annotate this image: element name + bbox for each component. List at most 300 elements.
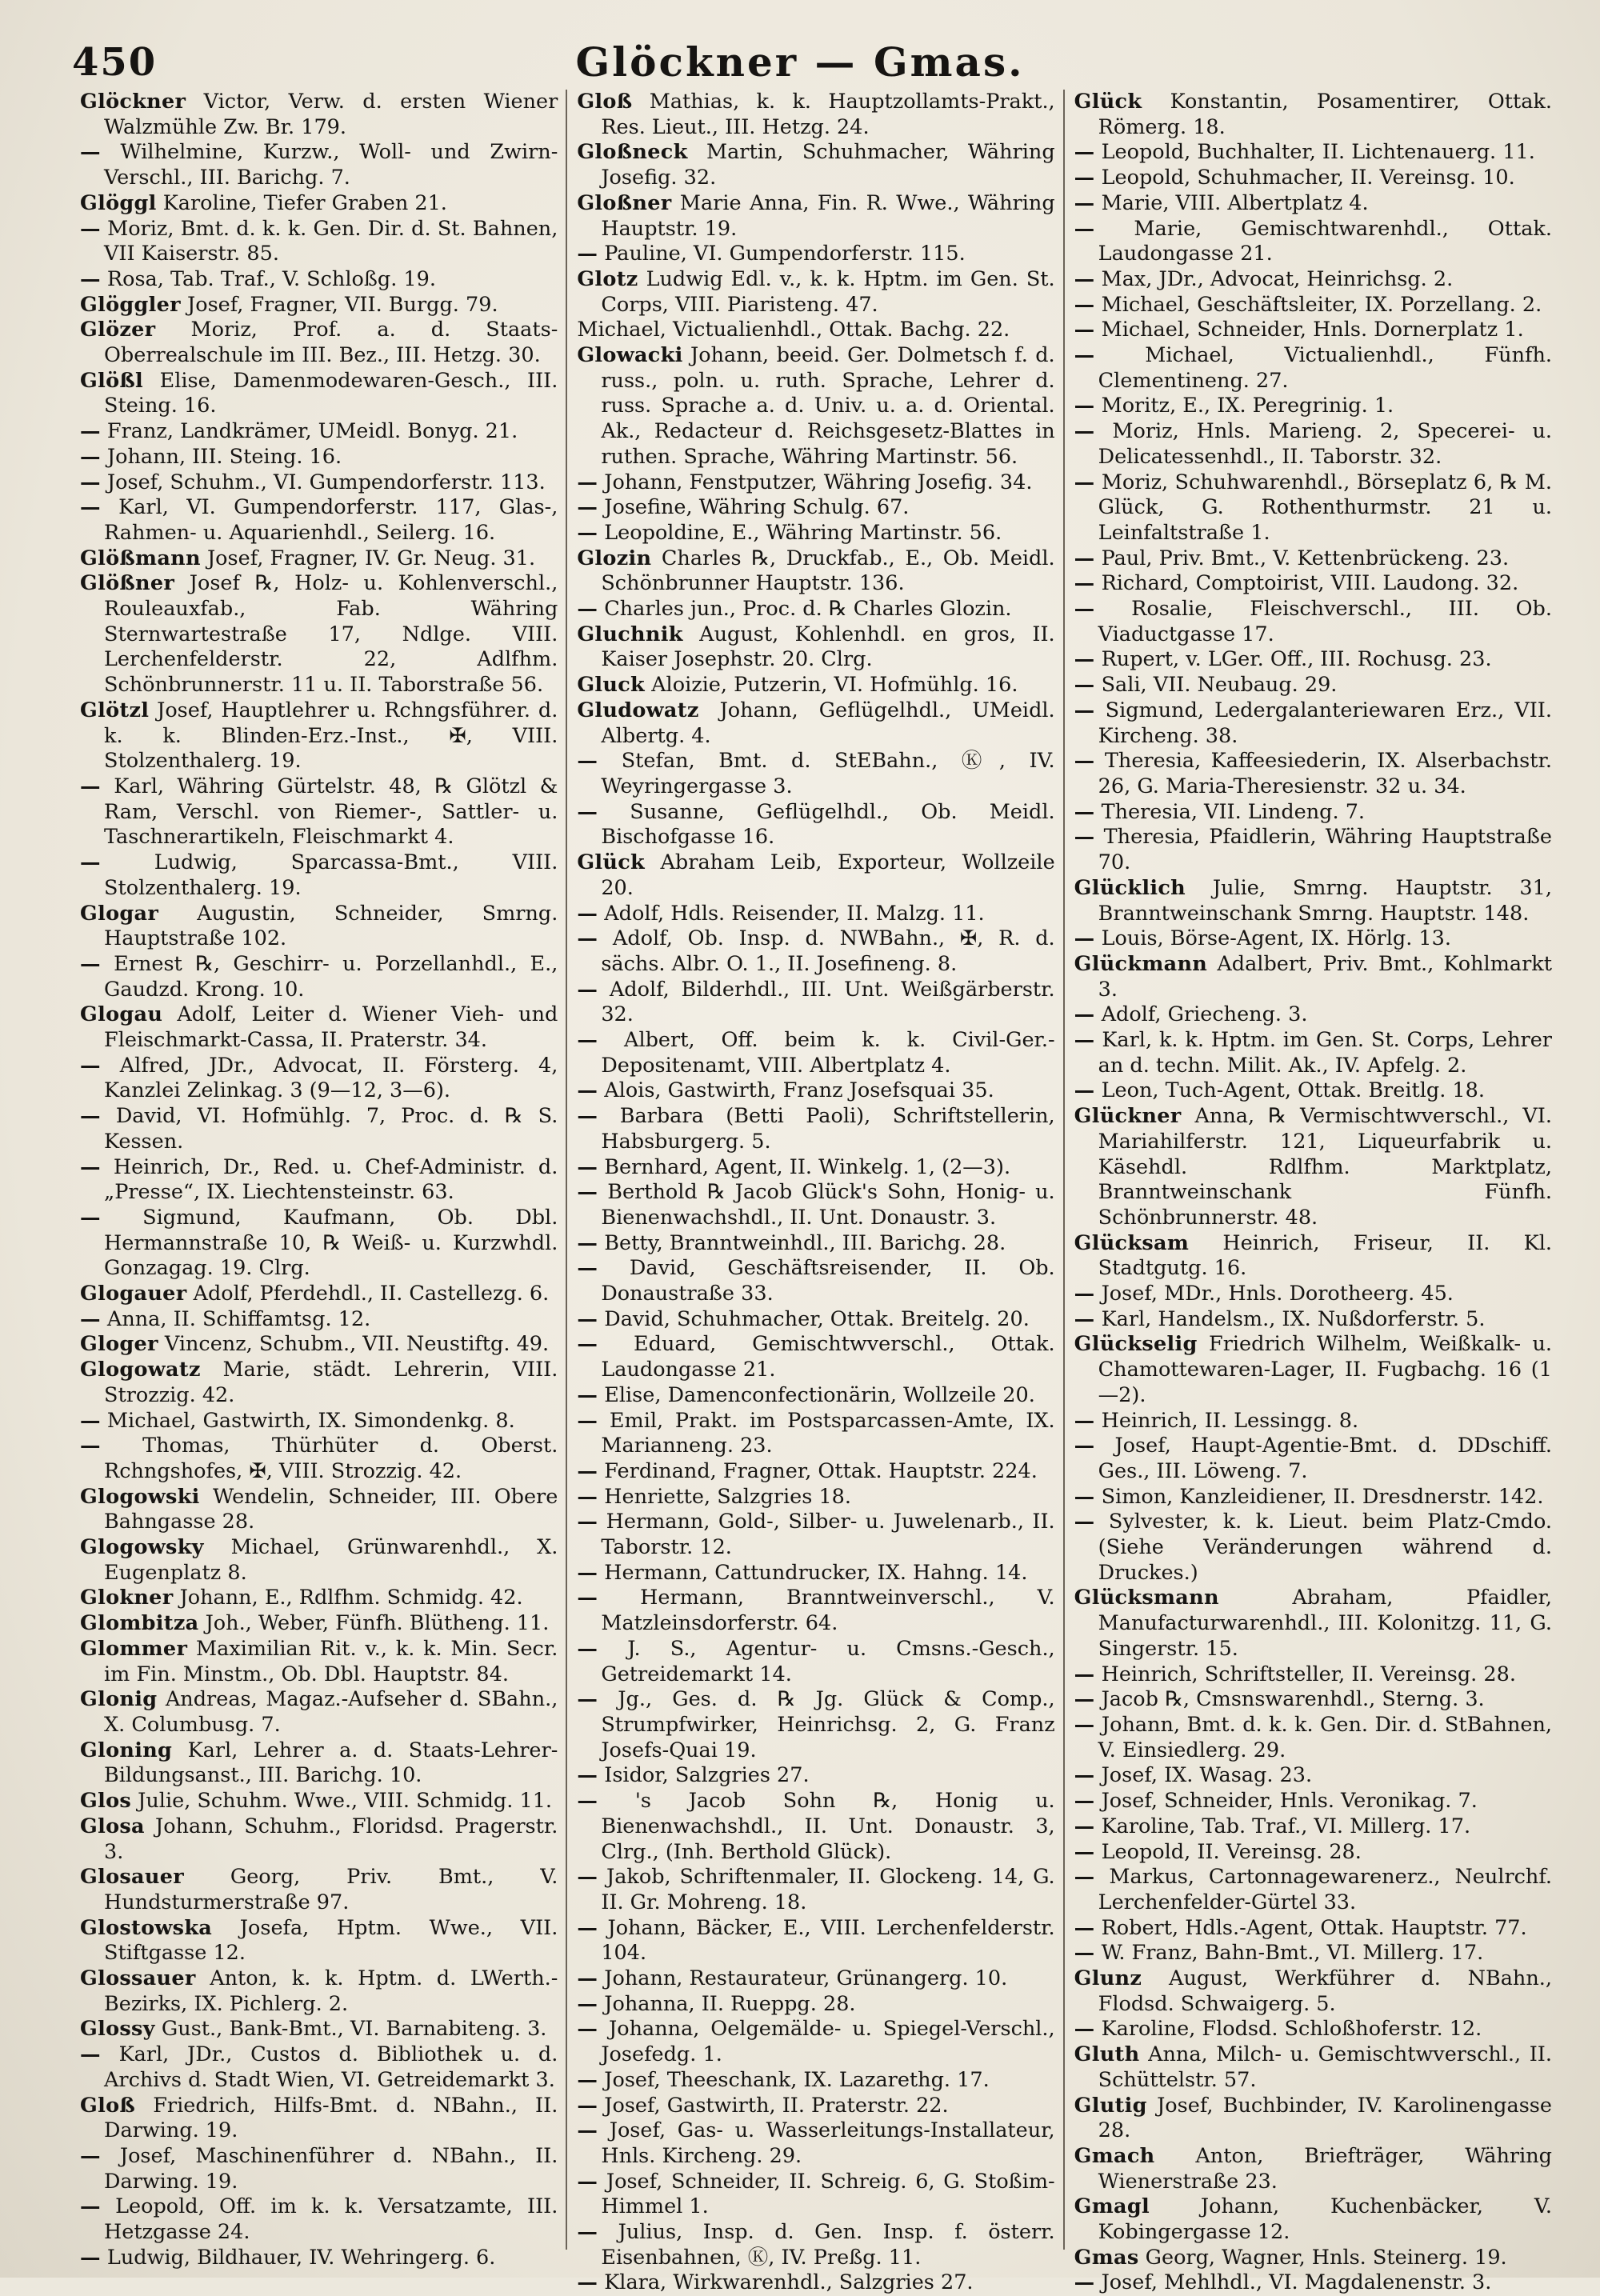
entry-details: Michael, Grünwarenhdl., X. Eugenplatz 8. [104, 1535, 558, 1585]
entry-details: Pauline, VI. Gumpendorferstr. 115. [604, 242, 966, 266]
page-number: 450 [72, 40, 158, 85]
directory-entry [1074, 2194, 1552, 2245]
entry-details: Wilhelmine, Kurzw., Woll- und Zwirn-Verschl., III. Barichg. 7. [104, 140, 558, 190]
entry-details: Johann, Kuchenbäcker, V. Kobingergasse 12. [1098, 2194, 1552, 2245]
entry-surname: — [1074, 571, 1095, 596]
entry-surname: — [577, 1306, 598, 1331]
entry-surname: — [577, 2067, 598, 2092]
entry-surname: Glossy [80, 2017, 155, 2042]
entry-details: Andreas, Magaz.-Aufseher d. SBahn., X. Columbusg. 7. [104, 1687, 558, 1737]
entry-details: Abraham Leib, Exporteur, Wollzeile 20. [601, 850, 1055, 900]
entry-details: Susanne, Geflügelhdl., Ob. Meidl. Bischofgasse 16. [601, 799, 1055, 850]
entry-details: Thomas, Thürhüter d. Oberst. Rchngshofes, ✠, VIII. Strozzig. 42. [104, 1434, 558, 1483]
entry-surname: — [80, 2042, 101, 2067]
entry-details: Vincenz, Schubm., VII. Neustiftg. 49. [164, 1332, 550, 1357]
entry-details: Karl, JDr., Custos d. Bibliothek u. d. Archivs d. Stadt Wien, VI. Getreidemarkt 3. [104, 2042, 558, 2092]
entry-details: Anton, k. k. Hptm. d. LWerth.-Bezirks, IX. Pichlerg. 2. [104, 1966, 558, 2016]
directory-entry [1074, 1687, 1552, 1713]
entry-surname: Glonig [80, 1687, 158, 1712]
entry-details: David, Geschäftsreisender, II. Ob. Donaustraße 33. [601, 1256, 1055, 1306]
directory-entry [1074, 876, 1552, 926]
entry-surname: Glöggl [80, 190, 157, 215]
directory-entry [577, 343, 1054, 470]
directory-entry [80, 90, 558, 140]
entry-surname: — [1074, 1941, 1095, 1966]
entry-details: Josef, Haupt-Agentie-Bmt. d. DDschiff. Ges., III. Löweng. 7. [1098, 1434, 1552, 1483]
entry-surname: Gluth [1074, 2042, 1140, 2067]
directory-entry [80, 495, 558, 546]
entry-details: Simon, Kanzleidiener, II. Dresdnerstr. 142. [1101, 1484, 1544, 1509]
entry-surname: — [1074, 216, 1095, 241]
directory-entry [1074, 2017, 1552, 2042]
directory-entry [1074, 1434, 1552, 1484]
entry-surname: — [1074, 1662, 1095, 1686]
entry-details: J. S., Agentur- u. Cmsns.-Gesch., Getreidemarkt 14. [601, 1636, 1055, 1686]
entry-details: Mathias, k. k. Hauptzollamts-Prakt., Res. Lieut., III. Hetzg. 24. [601, 90, 1055, 139]
directory-entry [80, 267, 558, 293]
entry-surname: Glostowska [80, 1915, 213, 1940]
directory-entry [80, 1206, 558, 1282]
directory-entry [577, 1256, 1054, 1306]
entry-surname: — [1074, 318, 1095, 342]
entry-details: Theresia, Kaffeesiederin, IX. Alserbachstr. 26, G. Maria-Theresienstr. 32 u. 34. [1098, 749, 1552, 798]
entry-details: Aloizie, Putzerin, VI. Hofmühlg. 16. [651, 673, 1018, 698]
entry-surname: — [577, 2169, 598, 2194]
entry-details: Josefa, Hptm. Wwe., VII. Stiftgasse 12. [104, 1915, 558, 1966]
entry-details: Albert, Off. beim k. k. Civil-Ger.-Depositenamt, VIII. Albertplatz 4. [601, 1028, 1055, 1078]
entry-details: Robert, Hdls.-Agent, Ottak. Hauptstr. 77. [1101, 1915, 1527, 1940]
entry-details: Wendelin, Schneider, III. Obere Bahngasse 28. [104, 1484, 558, 1534]
entry-surname: — [577, 1104, 598, 1129]
entry-details: Ernest ℞, Geschirr- u. Porzellanhdl., E., Gaudzd. Krong. 10. [104, 951, 558, 1002]
entry-details: Karl, k. k. Hptm. im Gen. St. Corps, Lehrer an d. techn. Milit. Ak., IV. Apfelg. 2. [1098, 1028, 1552, 1078]
directory-entry [80, 850, 558, 901]
column-2 [566, 90, 1055, 2295]
directory-entry [577, 622, 1054, 673]
entry-surname: Glosa [80, 1814, 145, 1838]
entry-details: Victor, Verw. d. ersten Wiener Walzmühle Zw. Br. 179. [104, 90, 558, 139]
entry-details: David, VI. Hofmühlg. 7, Proc. d. ℞ S. Kessen. [104, 1104, 558, 1154]
directory-entry [80, 217, 558, 267]
entry-surname: — [1074, 1763, 1095, 1788]
directory-entry [80, 1409, 558, 1434]
entry-details: Rosalie, Fleischverschl., III. Ob. Viaductgasse 17. [1098, 597, 1552, 646]
directory-entry [1074, 1789, 1552, 1814]
entry-surname: Gloger [80, 1332, 158, 1357]
entry-details: Johann, beeid. Ger. Dolmetsch f. d. russ., poln. u. ruth. Sprache, Lehrer d. russ. Sprache a. d. Univ. u. a. d. Oriental. Ak., Redacteur d. Reichsgesetz-Blattes in ruthen. Sprache, Währing Martinstr. 56. [601, 343, 1055, 469]
entry-surname: — [80, 470, 101, 494]
entry-surname: — [1074, 1865, 1095, 1890]
entry-details: Adolf, Griecheng. 3. [1101, 1002, 1308, 1027]
entry-surname: — [1074, 2017, 1095, 2042]
entry-details: Georg, Priv. Bmt., V. Hundsturmerstraße 97. [104, 1865, 558, 1914]
entry-details: Isidor, Salzgries 27. [604, 1763, 810, 1788]
entry-surname: Gloßneck [577, 140, 688, 165]
entry-surname: — [577, 1763, 598, 1788]
directory-entry [577, 470, 1054, 496]
entry-surname: — [1074, 597, 1095, 622]
entry-surname: — [577, 1028, 598, 1053]
entry-details: Martin, Schuhmacher, Währing Josefig. 32. [601, 140, 1055, 190]
column-3 [1063, 90, 1552, 2295]
entry-details: Johann, Bäcker, E., VIII. Lerchenfelderstr. 104. [601, 1915, 1055, 1966]
entry-surname: — [577, 1408, 598, 1433]
entry-details: Sigmund, Kaufmann, Ob. Dbl. Hermannstraße 10, ℞ Weiß- u. Kurzwhdl. Gonzagag. 19. Clrg. [104, 1205, 558, 1281]
entry-details: Augustin, Schneider, Smrng. Hauptstraße 102. [104, 901, 558, 951]
entry-details: Johann, III. Steing. 16. [106, 444, 342, 469]
entry-surname: — [1074, 343, 1095, 368]
entry-details: Rosa, Tab. Traf., V. Schloßg. 19. [106, 266, 436, 291]
entry-surname: — [577, 977, 598, 1002]
entry-details: Elise, Damenmodewaren-Gesch., III. Steing. 16. [104, 368, 558, 418]
directory-entry [1074, 698, 1552, 749]
directory-entry [80, 1307, 558, 1333]
entry-surname: — [1074, 647, 1095, 672]
entry-details: Hermann, Gold-, Silber- u. Juwelenarb., II. Taborstr. 12. [601, 1510, 1055, 1560]
directory-entry [577, 1992, 1054, 2018]
directory-entry [80, 1282, 558, 1307]
directory-entry [80, 698, 558, 774]
entry-surname: — [80, 1053, 101, 1078]
directory-entry [1074, 1485, 1552, 1510]
entry-details: Joh., Weber, Fünfh. Blütheng. 11. [205, 1611, 550, 1636]
directory-entry [80, 1637, 558, 1687]
directory-entry [1074, 2144, 1552, 2194]
entry-details: Theresia, Pfaidlerin, Währing Hauptstraße 70. [1098, 825, 1552, 875]
entry-surname: — [577, 1966, 598, 1991]
directory-entry [1074, 597, 1552, 647]
entry-details: Leopold, Off. im k. k. Versatzamte, III. Hetzgasse 24. [104, 2194, 558, 2245]
entry-surname: — [577, 1687, 598, 1712]
entry-surname: — [577, 242, 598, 266]
entry-surname: — [1074, 1002, 1095, 1027]
directory-entry [1074, 825, 1552, 875]
directory-entry [80, 1966, 558, 2017]
directory-entry [577, 521, 1054, 546]
entry-details: Moriz, Hnls. Marieng. 2, Specerei- u. Delicatessenhdl., II. Taborstr. 32. [1098, 419, 1552, 469]
entry-surname: — [80, 140, 101, 165]
entry-details: Michael, Geschäftsleiter, IX. Porzellang. 2. [1101, 292, 1542, 317]
directory-entry [80, 445, 558, 470]
entry-surname: Glöggler [80, 292, 181, 317]
entry-details: Leopold, II. Vereinsg. 28. [1101, 1839, 1362, 1864]
entry-details: Barbara (Betti Paoli), Schriftstellerin, Habsburgerg. 5. [601, 1104, 1055, 1154]
entry-details: Anna, II. Schiffamtsg. 12. [106, 1306, 371, 1331]
page-header [72, 32, 1528, 96]
entry-surname: — [577, 597, 598, 622]
directory-entry [80, 2042, 558, 2093]
entry-details: Karl, Währing Gürtelstr. 48, ℞ Glötzl & Ram, Verschl. von Riemer-, Sattler- u. Taschnerartikeln, Fleischmarkt 4. [104, 774, 558, 850]
entry-details: Josef, MDr., Hnls. Dorotheerg. 45. [1101, 1282, 1454, 1306]
entry-surname: — [577, 2017, 598, 2042]
entry-surname: — [1074, 673, 1095, 698]
directory-entry [80, 1002, 558, 1053]
entry-surname: — [577, 1586, 598, 1610]
entry-surname: Glombitza [80, 1611, 199, 1636]
entry-surname: Gluchnik [577, 622, 683, 646]
entry-details: Elise, Damenconfectionärin, Wollzeile 20. [604, 1382, 1035, 1407]
entry-details: Abraham, Pfaidler, Manufacturwarenhdl., III. Kolonitzg. 11, G. Singerstr. 15. [1098, 1586, 1552, 1661]
entry-details: Johann, E., Rdlfhm. Schmidg. 42. [179, 1586, 523, 1610]
directory-entry [577, 1586, 1054, 1636]
directory-entry [577, 1865, 1054, 1915]
entry-surname: — [577, 1382, 598, 1407]
entry-surname: — [80, 1104, 101, 1129]
entry-surname: Glücksam [1074, 1230, 1190, 1255]
directory-entry [80, 1535, 558, 1586]
entry-details: Karoline, Tab. Traf., VI. Millerg. 17. [1101, 1814, 1471, 1838]
entry-surname: Glößl [80, 368, 144, 393]
entry-surname: — [577, 749, 598, 774]
entry-surname: Glotz [577, 266, 638, 291]
entry-surname: — [80, 1434, 101, 1458]
directory-entry [1074, 1586, 1552, 1662]
entry-details: Josef, Schneider, Hnls. Veronikag. 7. [1101, 1789, 1478, 1814]
entry-details: Josef, Buchbinder, IV. Karolinengasse 28. [1098, 2093, 1552, 2143]
entry-surname: — [577, 1915, 598, 1940]
directory-entry [1074, 571, 1552, 597]
entry-details: Georg, Wagner, Hnls. Steinerg. 19. [1145, 2245, 1507, 2270]
running-head: Glöckner — Gmas. [575, 38, 1025, 86]
entry-details: Josef, Gas- u. Wasserleitungs-Installateur, Hnls. Kircheng. 29. [601, 2118, 1055, 2168]
entry-surname: — [1074, 1510, 1095, 1534]
entry-surname: — [577, 2093, 598, 2118]
directory-entry [80, 1865, 558, 1915]
entry-surname: — [1074, 1282, 1095, 1306]
directory-entry [577, 1078, 1054, 1104]
entry-surname: — [577, 495, 598, 520]
directory-entry [577, 242, 1054, 267]
entry-details: Adolf, Ob. Insp. d. NWBahn., ✠, R. d. sächs. Albr. O. 1., II. Josefineng. 8. [601, 926, 1055, 976]
entry-surname: — [80, 2143, 101, 2168]
entry-surname: Glogauer [80, 1282, 187, 1306]
directory-entry [577, 191, 1054, 242]
entry-details: Bernhard, Agent, II. Winkelg. 1, (2—3). [604, 1154, 1011, 1179]
directory-entry [1074, 926, 1552, 952]
entry-details: Adolf, Leiter d. Wiener Vieh- und Fleischmarkt-Cassa, II. Praterstr. 34. [104, 1002, 558, 1053]
entry-surname: — [577, 1510, 598, 1534]
entry-surname: Glücksmann [1074, 1586, 1219, 1610]
entry-details: Klara, Wirkwarenhdl., Salzgries 27. [604, 2270, 974, 2295]
directory-entry [1074, 90, 1552, 140]
directory-entry [577, 698, 1054, 749]
entry-details: Johann, Geflügelhdl., UMeidl. Albertg. 4. [601, 698, 1055, 748]
entry-surname: — [577, 1560, 598, 1585]
entry-details: Louis, Börse-Agent, IX. Hörlg. 13. [1101, 926, 1451, 951]
entry-surname: — [80, 951, 101, 976]
entry-details: Maximilian Rit. v., k. k. Min. Secr. im Fin. Minstm., Ob. Dbl. Hauptstr. 84. [104, 1636, 558, 1686]
entry-details: August, Werkführer d. NBahn., Flodsd. Schwaigerg. 5. [1098, 1966, 1552, 2016]
directory-entry [1074, 318, 1552, 343]
entry-details: Emil, Prakt. im Postsparcassen-Amte, IX. Marianneng. 23. [601, 1408, 1055, 1458]
entry-surname: Gloßner [577, 190, 672, 215]
entry-details: 's Jacob Sohn ℞, Honig u. Bienenwachshdl., II. Unt. Donaustr. 3, Clrg., (Inh. Berthold Glück). [601, 1789, 1055, 1864]
directory-entry [577, 495, 1054, 521]
entry-surname: — [80, 1154, 101, 1179]
directory-entry [577, 850, 1054, 901]
directory-entry [80, 1814, 558, 1865]
entry-details: Anna, ℞ Vermischtwverschl., VI. Mariahilferstr. 121, Liqueurfabrik u. Käsehdl. Rdlfhm. Marktplatz, Branntweinschank Fünfh. Schönbrunnerstr. 48. [1098, 1104, 1552, 1230]
directory-entry [1074, 2094, 1552, 2144]
entry-surname: — [577, 1484, 598, 1509]
directory-entry [577, 1763, 1054, 1789]
directory-entry [577, 1028, 1054, 1078]
entry-details: Josef, Maschinenführer d. NBahn., II. Darwing. 19. [104, 2143, 558, 2194]
columns [80, 90, 1552, 2295]
directory-entry [1074, 1078, 1552, 1104]
entry-surname: Glosauer [80, 1865, 184, 1890]
directory-entry [577, 749, 1054, 799]
entry-details: Leopold, Schuhmacher, II. Vereinsg. 10. [1101, 166, 1515, 190]
entry-surname: — [1074, 926, 1095, 951]
directory-entry [1074, 1002, 1552, 1028]
entry-surname: — [1074, 1915, 1095, 1940]
entry-surname: Glogau [80, 1002, 163, 1027]
entry-surname: Glößner [80, 571, 175, 596]
entry-details: Alfred, JDr., Advocat, II. Försterg. 4, Kanzlei Zelinkag. 3 (9—12, 3—6). [104, 1053, 558, 1103]
entry-details: Michael, Victualienhdl., Ottak. Bachg. 22. [577, 318, 1010, 342]
directory-entry [1074, 343, 1552, 394]
entry-details: Johann, Fenstputzer, Währing Josefig. 34. [604, 470, 1033, 494]
directory-entry [577, 318, 1054, 343]
entry-details: Adolf, Bilderhdl., III. Unt. Weißgärberstr. 32. [601, 977, 1055, 1027]
entry-surname: — [80, 1205, 101, 1230]
entry-details: Moriz, Prof. a. d. Staats-Oberrealschule im III. Bez., III. Hetzg. 30. [104, 318, 558, 368]
directory-entry [577, 2118, 1054, 2169]
entry-surname: — [577, 1256, 598, 1281]
directory-entry [80, 470, 558, 496]
entry-surname: — [577, 1991, 598, 2016]
directory-entry [1074, 2042, 1552, 2093]
entry-surname: — [577, 1078, 598, 1103]
entry-details: Josef, Mehlhdl., VI. Magdalenenstr. 3. [1101, 2270, 1492, 2295]
entry-details: Sigmund, Ledergalanteriewaren Erz., VII. Kircheng. 38. [1098, 698, 1552, 748]
entry-details: Anton, Briefträger, Währing Wienerstraße 23. [1098, 2143, 1552, 2194]
entry-details: August, Kohlenhdl. en gros, II. Kaiser Josephstr. 20. Clrg. [601, 622, 1055, 672]
entry-surname: — [1074, 419, 1095, 444]
entry-surname: — [1074, 799, 1095, 824]
entry-surname: — [80, 216, 101, 241]
directory-entry [1074, 673, 1552, 698]
directory-entry [1074, 1713, 1552, 1763]
directory-entry [577, 800, 1054, 850]
entry-details: Ludwig Edl. v., k. k. Hptm. im Gen. St. Corps, VIII. Piaristeng. 47. [601, 266, 1055, 317]
entry-surname: — [577, 2270, 598, 2295]
entry-details: Sali, VII. Neubaug. 29. [1101, 673, 1338, 698]
directory-entry [80, 902, 558, 952]
directory-entry [80, 1434, 558, 1484]
directory-entry [1074, 1307, 1552, 1333]
directory-entry [1074, 394, 1552, 419]
entry-details: Karoline, Tiefer Graben 21. [162, 190, 447, 215]
entry-details: Markus, Cartonnagewarenerz., Neulrchf. Lerchenfelder-Gürtel 33. [1098, 1865, 1552, 1914]
entry-details: Heinrich, II. Lessingg. 8. [1101, 1408, 1359, 1433]
directory-entry [1074, 647, 1552, 673]
entry-surname: Glogar [80, 901, 159, 926]
directory-entry [80, 1332, 558, 1358]
directory-entry [1074, 1409, 1552, 1434]
directory-entry [1074, 1231, 1552, 1282]
entry-details: Josef, Schuhm., VI. Gumpendorferstr. 113. [106, 470, 546, 494]
entry-details: Ludwig, Bildhauer, IV. Wehringerg. 6. [106, 2245, 496, 2270]
entry-details: Julie, Schuhm. Wwe., VIII. Schmidg. 11. [138, 1789, 553, 1814]
entry-surname: — [80, 2194, 101, 2219]
entry-details: Moritz, E., IX. Peregrinig. 1. [1101, 394, 1394, 418]
entry-surname: Glöckner [80, 90, 186, 114]
entry-surname: — [577, 901, 598, 926]
directory-entry [1074, 1865, 1552, 1915]
column-1 [80, 90, 558, 2270]
directory-entry [80, 2246, 558, 2271]
entry-details: Karl, VI. Gumpendorferstr. 117, Glas-, Rahmen- u. Aquarienhdl., Seilerg. 16. [104, 495, 558, 545]
entry-surname: — [1074, 1484, 1095, 1509]
entry-surname: — [577, 470, 598, 494]
entry-surname: — [1074, 292, 1095, 317]
entry-surname: — [577, 1230, 598, 1255]
entry-details: Gust., Bank-Bmt., VI. Barnabiteng. 3. [161, 2017, 547, 2042]
entry-surname: — [1074, 2270, 1095, 2295]
directory-entry [577, 1332, 1054, 1382]
directory-entry [577, 1459, 1054, 1485]
directory-entry [80, 571, 558, 698]
directory-entry [1074, 1510, 1552, 1586]
entry-surname: Glozin [577, 546, 652, 570]
entry-surname: Glötzl [80, 698, 150, 722]
entry-surname: Gloning [80, 1738, 173, 1762]
entry-details: Marie, VIII. Albertplatz 4. [1101, 190, 1369, 215]
entry-details: Franz, Landkrämer, UMeidl. Bonyg. 21. [106, 419, 518, 444]
entry-surname: Glokner [80, 1586, 174, 1610]
directory-entry [1074, 1282, 1552, 1307]
entry-surname: — [577, 1636, 598, 1661]
directory-entry [577, 1409, 1054, 1459]
entry-details: Hermann, Cattundrucker, IX. Hahng. 14. [604, 1560, 1028, 1585]
entry-surname: — [1074, 698, 1095, 722]
entry-surname: — [1074, 190, 1095, 215]
entry-details: Karoline, Flodsd. Schloßhoferstr. 12. [1101, 2017, 1482, 2042]
entry-details: Michael, Gastwirth, IX. Simondenkg. 8. [106, 1408, 515, 1433]
entry-details: Charles ℞, Druckfab., E., Ob. Meidl. Schönbrunner Hauptstr. 136. [601, 546, 1055, 596]
entry-surname: Glück [577, 850, 646, 875]
entry-details: Eduard, Gemischtwverschl., Ottak. Laudongasse 21. [601, 1332, 1055, 1382]
entry-details: Johanna, II. Rueppg. 28. [604, 1991, 856, 2016]
entry-surname: — [577, 799, 598, 824]
entry-surname: Glückmann [1074, 951, 1208, 976]
entry-surname: — [80, 1306, 101, 1331]
entry-surname: — [80, 850, 101, 875]
entry-surname: — [80, 419, 101, 444]
entry-details: Moriz, Bmt. d. k. k. Gen. Dir. d. St. Bahnen, VII Kaiserstr. 85. [104, 216, 558, 266]
directory-entry [80, 1485, 558, 1535]
directory-entry [80, 1789, 558, 1814]
entry-details: Ludwig, Sparcassa-Bmt., VIII. Stolzenthalerg. 19. [104, 850, 558, 900]
directory-entry [80, 419, 558, 445]
directory-entry [577, 1637, 1054, 1687]
directory-entry [577, 2068, 1054, 2094]
directory-entry [577, 546, 1054, 597]
directory-entry [1074, 952, 1552, 1002]
entry-surname: — [1074, 1839, 1095, 1864]
directory-entry [577, 1383, 1054, 1409]
directory-entry [577, 1104, 1054, 1154]
directory-entry [577, 1155, 1054, 1181]
entry-surname: Glücklich [1074, 875, 1186, 900]
entry-details: Hermann, Branntweinverschl., V. Matzleinsdorferstr. 64. [601, 1586, 1055, 1636]
directory-entry [1074, 1966, 1552, 2017]
entry-details: Betty, Branntweinhdl., III. Barichg. 28. [604, 1230, 1006, 1255]
entry-surname: — [1074, 1713, 1095, 1737]
directory-entry [577, 597, 1054, 622]
